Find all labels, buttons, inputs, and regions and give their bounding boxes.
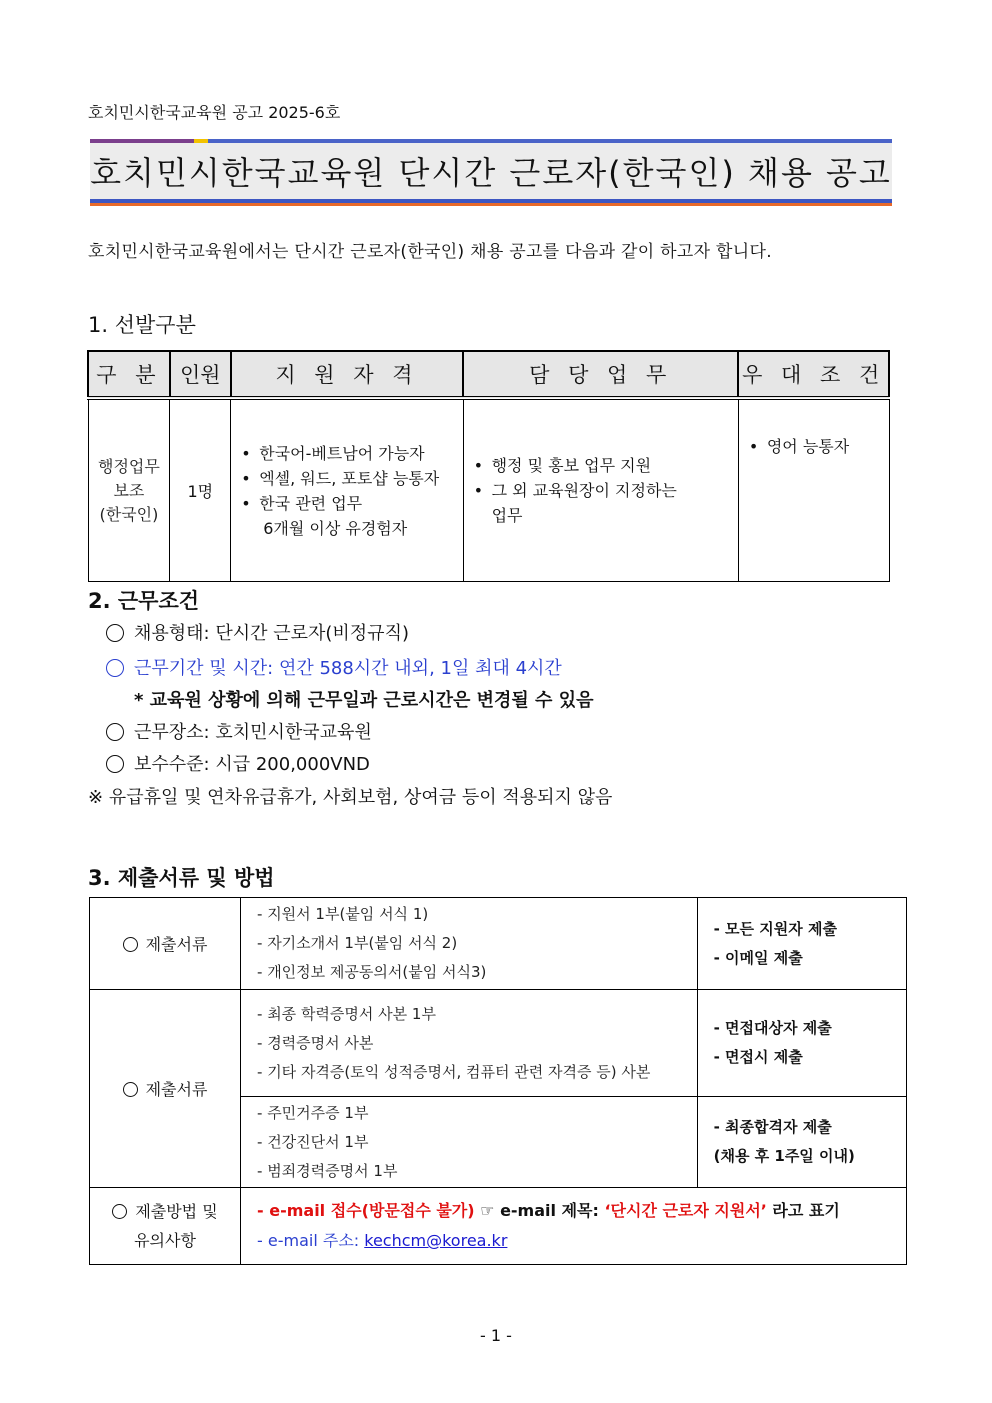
circle-bullet-icon (123, 937, 138, 952)
circle-bullet-icon (106, 723, 124, 741)
method-label-line: 제출방법 및 (135, 1202, 218, 1221)
note-line: - 최종합격자 제출 (713, 1118, 832, 1136)
list-item: • 영어 능통자 (767, 434, 888, 459)
docs2-label: 제출서류 (145, 1080, 208, 1099)
section1-heading: 1. 선발구분 (88, 313, 196, 337)
header-preferences: 우 대 조 건 (738, 351, 889, 398)
circle-bullet-icon (106, 755, 124, 773)
work-period-text: 근무기간 및 시간: 연간 588시간 내외, 1일 최대 4시간 (134, 658, 562, 679)
list-item: - 건강진단서 1부 (257, 1132, 369, 1151)
role-cell (88, 398, 170, 582)
list-item: • 행정 및 홍보 업무 지원 (492, 453, 737, 478)
email-label: - e-mail 주소: (257, 1231, 365, 1250)
page-number: - 1 - (480, 1326, 512, 1345)
email-link[interactable]: kechcm@korea.kr (364, 1231, 508, 1250)
method-subject-label: ☞ e-mail 제목: (474, 1201, 605, 1220)
work-location (106, 718, 372, 744)
list-item: - 지원서 1부(붙임 서식 1) (257, 905, 429, 923)
docs2b-notes-cell (697, 1097, 906, 1188)
docs2-label-cell (90, 990, 241, 1188)
list-item: - 최종 학력증명서 사본 1부 (257, 1004, 436, 1023)
docs1-label-cell (90, 898, 241, 990)
title-banner (90, 139, 892, 207)
page-title: 호치민시한국교육원 단시간 근로자(한국인) 채용 공고 (90, 154, 892, 192)
role-line: 행정업무 (98, 456, 160, 476)
list-item: • 한국 관련 업무 (259, 491, 461, 516)
header-duties: 담 당 업 무 (463, 351, 738, 398)
table-row (90, 898, 907, 990)
circle-bullet-icon (123, 1082, 138, 1097)
role-line: 보조 (113, 480, 145, 500)
table-row (90, 1188, 907, 1265)
section3-heading: 3. 제출서류 및 방법 (88, 866, 275, 890)
selection-table-header (88, 351, 889, 398)
table-row (90, 990, 907, 1097)
docs1-notes-cell (697, 898, 906, 990)
pay-level (106, 750, 370, 776)
circle-bullet-icon (106, 624, 124, 642)
title-bottom-accent (90, 203, 892, 206)
docs2a-notes-cell (697, 990, 906, 1097)
list-item: - 주민거주증 1부 (257, 1103, 369, 1122)
work-period (106, 654, 562, 680)
method-cell (241, 1188, 907, 1265)
docs1-items-cell (241, 898, 698, 990)
qualification-continued: 6개월 이상 유경험자 (263, 518, 408, 538)
header-count: 인원 (170, 351, 231, 398)
count-cell: 1명 (170, 398, 231, 582)
benefits-remark: ※ 유급휴일 및 연차유급휴가, 사회보험, 상여금 등이 적용되지 않음 (88, 787, 613, 808)
list-item: - 자기소개서 1부(붙임 서식 2) (257, 934, 458, 952)
notice-number: 호치민시한국교육원 공고 2025-6호 (88, 103, 341, 122)
section2-heading: 2. 근무조건 (88, 589, 200, 613)
header-category: 구 분 (88, 351, 170, 398)
list-item: • 엑셀, 워드, 포토샵 능통자 (259, 466, 461, 491)
method-subject-value: ‘단시간 근로자 지원서’ (604, 1201, 767, 1220)
header-qualifications: 지 원 자 격 (231, 351, 463, 398)
selection-table (87, 350, 890, 582)
method-subject-end: 라고 표기 (766, 1201, 840, 1220)
title-box (90, 143, 892, 199)
method-label-cell (90, 1188, 241, 1265)
employment-type (106, 619, 409, 645)
list-item: - 기타 자격증(토익 성적증명서, 컴퓨터 관련 자격증 등) 사본 (257, 1062, 651, 1081)
docs2b-items-cell (241, 1097, 698, 1188)
work-location-text: 근무장소: 호치민시한국교육원 (134, 722, 372, 743)
method-line-1 (257, 1196, 905, 1226)
circle-bullet-icon (112, 1204, 127, 1219)
method-line-2 (257, 1226, 905, 1256)
pay-level-text: 보수수준: 시급 200,000VND (134, 754, 370, 775)
list-item: - 개인정보 제공동의서(붙임 서식3) (257, 963, 487, 981)
note-line: - 면접시 제출 (713, 1048, 803, 1066)
method-label-line: 유의사항 (134, 1231, 196, 1250)
role-line: (한국인) (99, 504, 159, 524)
docs1-label: 제출서류 (145, 935, 208, 954)
duty-continued: 업무 (491, 506, 523, 525)
documents-table (89, 897, 907, 1265)
list-item: - 경력증명서 사본 (257, 1033, 374, 1052)
method-email-only: - e-mail 접수(방문접수 불가) (257, 1201, 475, 1220)
circle-bullet-icon (106, 659, 124, 677)
note-line: - 모든 지원자 제출 (713, 919, 837, 938)
note-line: (채용 후 1주일 이내) (713, 1147, 855, 1165)
list-item: • 그 외 교육원장이 지정하는 (492, 478, 737, 503)
list-item: • 한국어-베트남어 가능자 (259, 441, 461, 466)
duties-cell (463, 398, 738, 582)
employment-type-text: 채용형태: 단시간 근로자(비정규직) (134, 623, 409, 644)
docs2a-items-cell (241, 990, 698, 1097)
note-line: - 이메일 제출 (713, 948, 803, 967)
preferences-cell (738, 398, 889, 582)
list-item: - 범죄경력증명서 1부 (257, 1161, 398, 1180)
table-row (88, 398, 889, 582)
qualifications-cell (231, 398, 463, 582)
note-line: - 면접대상자 제출 (713, 1019, 832, 1037)
work-period-note: * 교육원 상황에 의해 근무일과 근로시간은 변경될 수 있음 (134, 690, 594, 711)
intro-text: 호치민시한국교육원에서는 단시간 근로자(한국인) 채용 공고를 다음과 같이 하고자 합니다. (88, 242, 772, 262)
